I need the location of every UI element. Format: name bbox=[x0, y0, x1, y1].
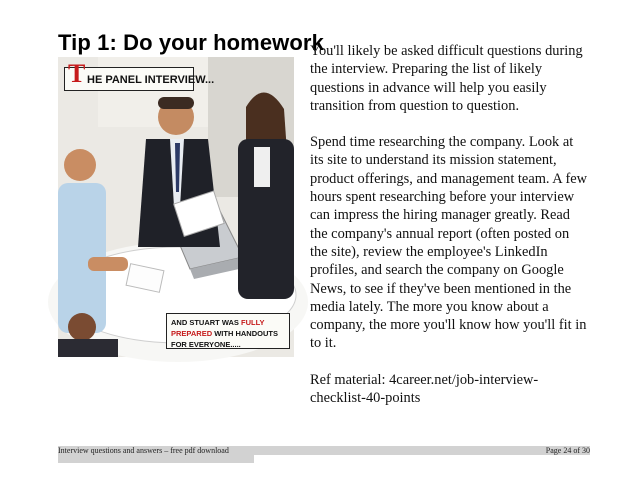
panel-interview-cartoon-image bbox=[58, 57, 294, 357]
caption-initial-letter: T bbox=[68, 59, 86, 88]
page-number: Page 24 of 30 bbox=[545, 446, 590, 455]
paragraph-difficult-questions: You'll likely be asked difficult questions during the interview. Preparing the list of likely questions in advance will help you easily transition from question to question. bbox=[310, 43, 583, 114]
caption-top-text: HE PANEL INTERVIEW... bbox=[87, 74, 215, 86]
paragraph-research-company: Spend time researching the company. Look at its site to understand its mission statement, product offerings, and management team. A few hours spent researching before your interview can impress the hiring manager greatly. Read the company's annual report (often posted on the site), review the employee's LinkedIn profiles, and search the company on Google News, to see if they've been mentioned in the media lately. The more you know about a company, the more you'll know how you'll fit in to it. bbox=[310, 134, 588, 352]
caption-panel-interview bbox=[64, 59, 215, 91]
caption-bottom-pre: AND STUART WAS bbox=[171, 318, 241, 327]
footer-left-text: Interview questions and answers – free pdf download bbox=[58, 446, 229, 455]
office-meeting-illustration bbox=[58, 57, 294, 357]
page-title: Tip 1: Do your homework bbox=[58, 30, 324, 55]
paragraph-ref-material: Ref material: 4career.net/job-interview-checklist-40-points bbox=[310, 371, 539, 407]
body-text bbox=[310, 42, 590, 425]
caption-fully-prepared bbox=[166, 313, 290, 349]
caption-bottom-highlight: FULLY PREPARED bbox=[171, 318, 265, 338]
caption-bottom-post: WITH HANDOUTS FOR EVERYONE..... bbox=[171, 329, 278, 349]
footer-bar-secondary bbox=[58, 455, 254, 463]
